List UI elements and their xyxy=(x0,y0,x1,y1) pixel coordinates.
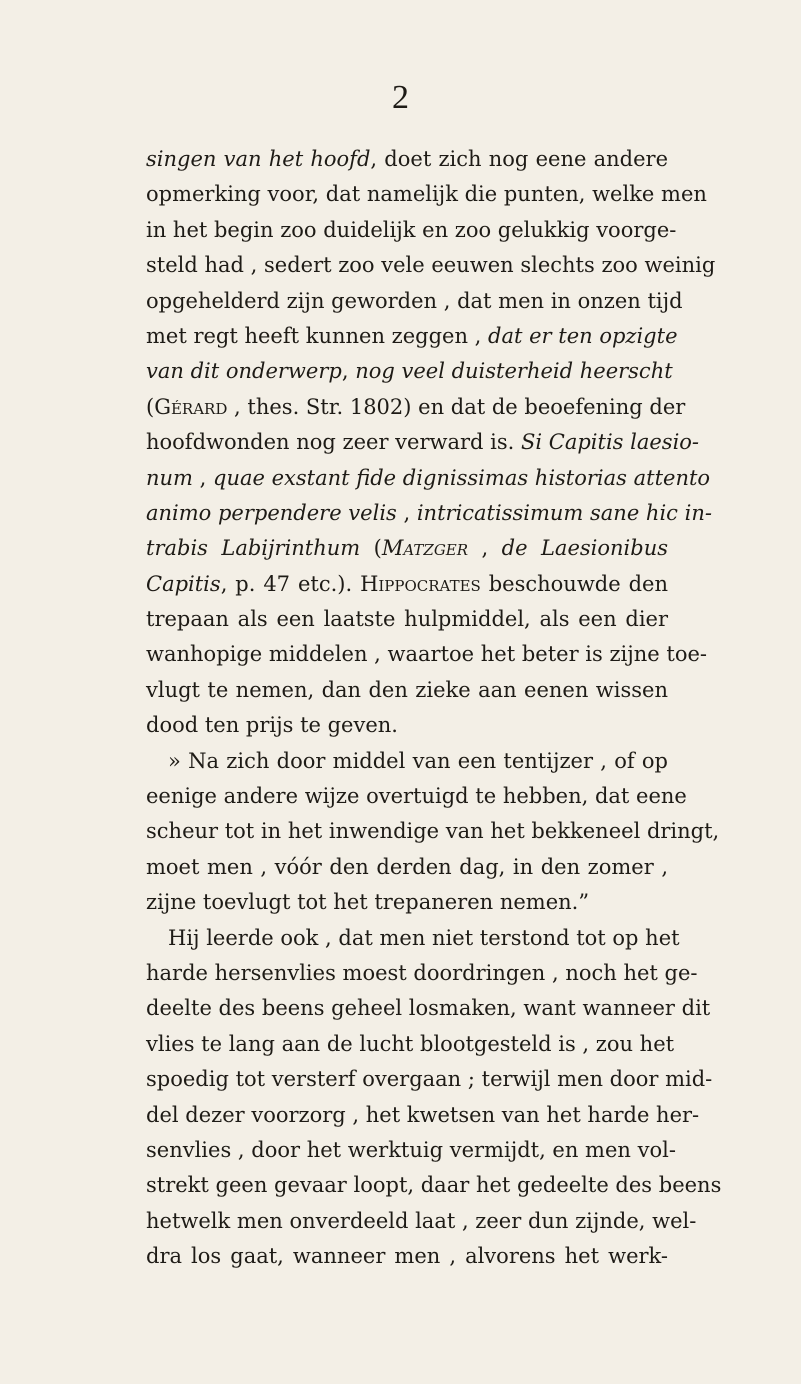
text-segment: , xyxy=(341,359,356,384)
text-segment: ( xyxy=(146,394,155,419)
text-segment: nog veel duisterheid heerscht xyxy=(355,359,673,384)
text-segment: Matzger xyxy=(381,536,469,561)
text-segment: , p. 47 etc.). xyxy=(220,571,361,596)
text-segment: Si Capitis laesio- xyxy=(521,430,700,455)
text-line xyxy=(146,1168,722,1203)
text-segment: scheur tot in het inwendige van het bekkeneel dringt, xyxy=(146,819,720,844)
text-segment: zijne toevlugt tot het trepaneren nemen.” xyxy=(146,890,590,915)
text-segment: Hippocrates xyxy=(360,571,481,596)
text-segment: van dit onderwerp xyxy=(146,359,342,384)
text-segment: trabis Labijrinthum xyxy=(146,536,361,561)
text-segment: vlies te lang aan de lucht blootgesteld is , zou het xyxy=(146,1031,675,1056)
text-line xyxy=(146,425,700,460)
text-segment: intricatissimum sane hic in- xyxy=(416,500,712,525)
text-line xyxy=(146,921,680,956)
text-line xyxy=(146,1098,700,1133)
text-line xyxy=(146,956,698,991)
text-line xyxy=(146,814,720,849)
text-line xyxy=(146,461,711,496)
text-segment: , doet zich nog eene andere xyxy=(370,147,668,171)
text-segment: hoofdwonden nog zeer verward is. xyxy=(146,430,521,455)
text-line xyxy=(146,531,668,566)
text-segment: wanhopige middelen , waartoe het beter is zijne toe- xyxy=(146,642,707,667)
text-line xyxy=(146,177,707,212)
text-segment: , xyxy=(396,500,417,525)
text-line xyxy=(146,708,668,743)
text-segment: , xyxy=(468,536,502,561)
text-line xyxy=(146,390,686,425)
text-segment: steld had , sedert zoo vele eeuwen slechts zoo weinig xyxy=(146,253,716,278)
text-segment: met regt heeft kunnen zeggen , xyxy=(146,323,489,348)
text-line xyxy=(146,142,668,177)
text-segment: in het begin zoo duidelijk en zoo gelukkig voorge- xyxy=(146,217,677,242)
text-segment: de Laesionibus xyxy=(501,536,669,561)
text-segment: hetwelk men onverdeeld laat , zeer dun zijnde, wel- xyxy=(146,1208,697,1233)
text-segment: dood ten prijs te geven. xyxy=(146,713,398,738)
text-segment: Capitis xyxy=(146,571,221,596)
text-segment: eenige andere wijze overtuigd te hebben, dat eene xyxy=(146,784,687,809)
text-line xyxy=(146,602,668,637)
text-line xyxy=(146,284,683,319)
text-segment: opgehelderd zijn geworden , dat men in onzen tijd xyxy=(146,288,683,313)
text-segment: » Na zich door middel van een tentijzer , of op xyxy=(168,748,668,773)
text-segment: dra los gaat, wanneer men , alvorens het werk- xyxy=(146,1244,668,1269)
text-line xyxy=(146,1027,675,1062)
text-segment: num xyxy=(146,465,193,490)
text-line xyxy=(146,1204,697,1239)
text-segment: animo perpendere velis xyxy=(146,500,397,525)
text-segment: , xyxy=(192,465,213,490)
text-line xyxy=(146,1062,713,1097)
text-line xyxy=(146,885,668,920)
text-line xyxy=(146,354,673,389)
text-line xyxy=(146,567,668,602)
text-segment: deelte des beens geheel losmaken, want wanneer dit xyxy=(146,996,711,1021)
text-segment: Gérard xyxy=(154,394,228,419)
text-segment: opmerking voor, dat namelijk die punten, welke men xyxy=(146,182,707,207)
text-segment: moet men , vóór den derden dag, in den zomer , xyxy=(146,854,668,879)
text-line xyxy=(146,496,712,531)
body-text xyxy=(146,142,722,1275)
text-segment: vlugt te nemen, dan den zieke aan eenen wissen xyxy=(146,677,668,702)
text-line xyxy=(146,673,668,708)
text-segment: singen van het hoofd xyxy=(146,147,371,171)
text-segment: beschouwde den xyxy=(480,571,668,596)
text-segment: spoedig tot versterf overgaan ; terwijl men door mid- xyxy=(146,1067,713,1092)
text-line xyxy=(146,850,668,885)
text-line xyxy=(146,1239,668,1274)
text-line xyxy=(146,1133,676,1168)
text-line xyxy=(146,319,678,354)
text-line xyxy=(146,779,687,814)
text-segment: harde hersenvlies moest doordringen , noch het ge- xyxy=(146,960,698,985)
text-segment: del dezer voorzorg , het kwetsen van het harde her- xyxy=(146,1102,700,1127)
text-segment: , thes. Str. 1802) en dat de beoefening der xyxy=(227,394,686,419)
text-line xyxy=(146,637,707,672)
text-line xyxy=(146,991,711,1026)
text-line xyxy=(146,744,668,779)
text-segment: trepaan als een laatste hulpmiddel, als een dier xyxy=(146,607,668,632)
page-number: 2 xyxy=(392,79,409,116)
text-line xyxy=(146,248,716,283)
text-segment: Hij leerde ook , dat men niet terstond tot op het xyxy=(168,925,680,950)
text-segment: senvlies , door het werktuig vermijdt, en men vol- xyxy=(146,1137,676,1162)
text-segment: strekt geen gevaar loopt, daar het gedeelte des beens xyxy=(146,1173,722,1198)
text-line xyxy=(146,213,677,248)
text-segment: ( xyxy=(360,536,382,561)
text-segment: dat er ten opzigte xyxy=(488,323,678,348)
text-segment: quae exstant fide dignissimas historias attento xyxy=(213,465,711,490)
